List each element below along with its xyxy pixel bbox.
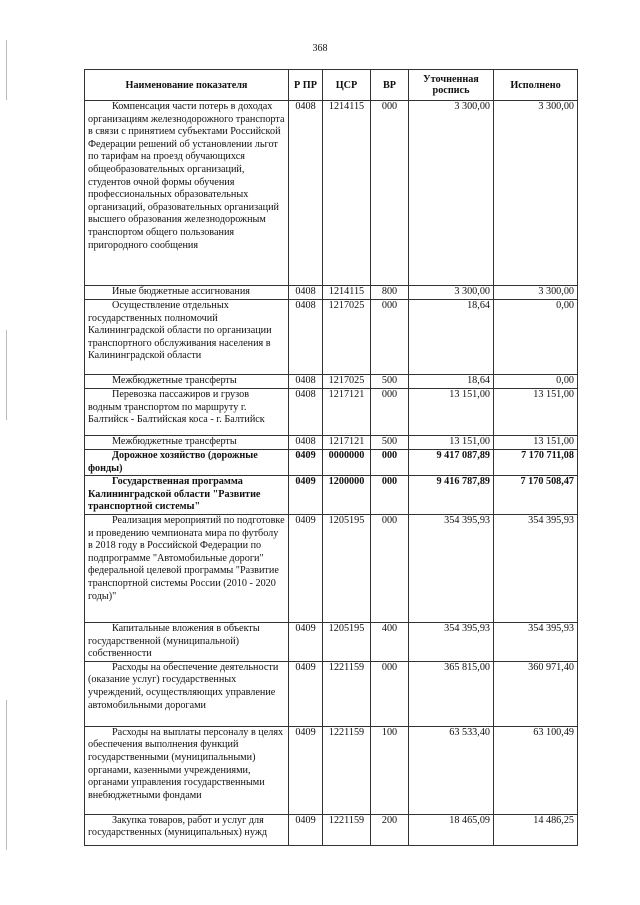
row-name <box>85 436 289 450</box>
row-target-article: 1217121 <box>323 436 371 450</box>
row-name <box>85 389 289 436</box>
row-name <box>85 661 289 726</box>
table-row <box>85 101 578 286</box>
header-expense-type: ВР <box>371 70 409 101</box>
row-executed: 7 170 711,08 <box>494 450 578 476</box>
row-executed: 354 395,93 <box>494 622 578 661</box>
row-target-article: 1221159 <box>323 726 371 814</box>
row-name-text: Расходы на выплаты персоналу в целях обеспечения выполнения функций государственными (муниципальными) органами, казенными учреждениями, органами управления государственными внебюджетными фондами <box>88 726 284 801</box>
row-executed: 0,00 <box>494 300 578 375</box>
row-target-article: 1217025 <box>323 300 371 375</box>
table-row <box>85 814 578 845</box>
row-expense-type: 800 <box>371 286 409 300</box>
row-name-text: Перевозка пассажиров и грузов водным транспортом по маршруту г. Балтийск - Балтийская коса - г. Балтийск <box>88 389 265 426</box>
row-name <box>85 622 289 661</box>
row-section: 0408 <box>289 436 323 450</box>
row-name <box>85 300 289 375</box>
row-name <box>85 375 289 389</box>
scan-margin-mark <box>6 330 7 420</box>
row-expense-type: 400 <box>371 622 409 661</box>
row-executed: 63 100,49 <box>494 726 578 814</box>
header-target-article: ЦСР <box>323 70 371 101</box>
row-target-article: 1217121 <box>323 389 371 436</box>
row-target-article: 1221159 <box>323 661 371 726</box>
row-name-text: Осуществление отдельных государственных полномочий Калининградской области по организации транспортного обслуживания населения в Калининградской области <box>88 300 272 362</box>
budget-table <box>84 69 578 846</box>
row-planned: 63 533,40 <box>409 726 494 814</box>
row-section: 0409 <box>289 514 323 622</box>
row-target-article: 0000000 <box>323 450 371 476</box>
row-target-article: 1221159 <box>323 814 371 845</box>
row-executed: 3 300,00 <box>494 101 578 286</box>
row-section: 0409 <box>289 661 323 726</box>
table-row <box>85 726 578 814</box>
table-row <box>85 514 578 622</box>
scan-margin-mark <box>6 700 7 850</box>
row-expense-type: 500 <box>371 436 409 450</box>
row-executed: 3 300,00 <box>494 286 578 300</box>
row-expense-type: 200 <box>371 814 409 845</box>
row-planned: 354 395,93 <box>409 622 494 661</box>
row-expense-type: 000 <box>371 476 409 515</box>
row-expense-type: 000 <box>371 300 409 375</box>
row-planned: 3 300,00 <box>409 286 494 300</box>
row-section: 0409 <box>289 814 323 845</box>
row-target-article: 1205195 <box>323 514 371 622</box>
row-planned: 354 395,93 <box>409 514 494 622</box>
row-target-article: 1205195 <box>323 622 371 661</box>
page-number: 368 <box>312 43 328 54</box>
row-executed: 360 971,40 <box>494 661 578 726</box>
row-target-article: 1200000 <box>323 476 371 515</box>
row-name-text: Государственная программа Калининградской области "Развитие транспортной системы" <box>88 476 261 513</box>
row-name <box>85 476 289 515</box>
table-row <box>85 622 578 661</box>
row-name-text: Дорожное хозяйство (дорожные фонды) <box>88 450 258 474</box>
row-target-article: 1214115 <box>323 101 371 286</box>
row-section: 0409 <box>289 726 323 814</box>
row-section: 0408 <box>289 389 323 436</box>
table-row <box>85 450 578 476</box>
table-row <box>85 661 578 726</box>
row-name-text: Капитальные вложения в объекты государственной (муниципальной) собственности <box>88 622 260 660</box>
row-section: 0408 <box>289 101 323 286</box>
row-executed: 7 170 508,47 <box>494 476 578 515</box>
row-name-text: Иные бюджетные ассигнования <box>112 286 250 297</box>
row-name-text: Межбюджетные трансферты <box>112 375 237 386</box>
row-expense-type: 000 <box>371 389 409 436</box>
row-executed: 14 486,25 <box>494 814 578 845</box>
row-name-text: Реализация мероприятий по подготовке и проведению чемпионата мира по футболу в 2018 году в Российской Федерации по подпрограмме "Автомобильные дороги" федеральной целевой программы "Развитие транспортной системы России (2010 - 2020 годы)" <box>88 514 285 602</box>
row-executed: 0,00 <box>494 375 578 389</box>
header-planned: Уточненная роспись <box>409 70 494 101</box>
row-planned: 18 465,09 <box>409 814 494 845</box>
row-executed: 13 151,00 <box>494 389 578 436</box>
scan-margin-mark <box>6 40 7 100</box>
row-planned: 18,64 <box>409 300 494 375</box>
row-planned: 9 417 087,89 <box>409 450 494 476</box>
row-expense-type: 000 <box>371 514 409 622</box>
row-name <box>85 101 289 286</box>
row-expense-type: 000 <box>371 661 409 726</box>
row-planned: 365 815,00 <box>409 661 494 726</box>
header-section: Р ПР <box>289 70 323 101</box>
header-executed: Исполнено <box>494 70 578 101</box>
row-name-text: Закупка товаров, работ и услуг для государственных (муниципальных) нужд <box>88 814 268 839</box>
row-expense-type: 100 <box>371 726 409 814</box>
table-row <box>85 286 578 300</box>
row-section: 0409 <box>289 476 323 515</box>
row-executed: 354 395,93 <box>494 514 578 622</box>
row-planned: 3 300,00 <box>409 101 494 286</box>
row-name-text: Компенсация части потерь в доходах организациям железнодорожного транспорта в связи с принятием субъектами Российской Федерации решений об установлении льгот по тарифам на проезд обучающихся общеобразовательных организаций, студентов очной формы обучения профессиональных образовательных организаций, образовательных организаций высшего образования железнодорожным транспортом общего пользования пригородного сообщения <box>88 101 285 251</box>
table-header-row <box>85 70 578 101</box>
table-row <box>85 375 578 389</box>
table-row <box>85 300 578 375</box>
row-target-article: 1214115 <box>323 286 371 300</box>
row-section: 0408 <box>289 300 323 375</box>
row-expense-type: 000 <box>371 101 409 286</box>
table-row <box>85 389 578 436</box>
row-name <box>85 726 289 814</box>
row-planned: 18,64 <box>409 375 494 389</box>
row-section: 0409 <box>289 450 323 476</box>
row-name <box>85 286 289 300</box>
row-section: 0409 <box>289 622 323 661</box>
table-row <box>85 476 578 515</box>
row-target-article: 1217025 <box>323 375 371 389</box>
row-expense-type: 500 <box>371 375 409 389</box>
row-name-text: Расходы на обеспечение деятельности (оказание услуг) государственных учреждений, осуществляющих управление автомобильными дорогами <box>88 661 279 711</box>
row-expense-type: 000 <box>371 450 409 476</box>
row-section: 0408 <box>289 286 323 300</box>
row-name <box>85 514 289 622</box>
row-name <box>85 814 289 845</box>
header-indicator-name: Наименование показателя <box>85 70 289 101</box>
row-executed: 13 151,00 <box>494 436 578 450</box>
row-planned: 13 151,00 <box>409 389 494 436</box>
row-name-text: Межбюджетные трансферты <box>112 436 237 447</box>
row-name <box>85 450 289 476</box>
row-planned: 9 416 787,89 <box>409 476 494 515</box>
row-planned: 13 151,00 <box>409 436 494 450</box>
row-section: 0408 <box>289 375 323 389</box>
table-row <box>85 436 578 450</box>
